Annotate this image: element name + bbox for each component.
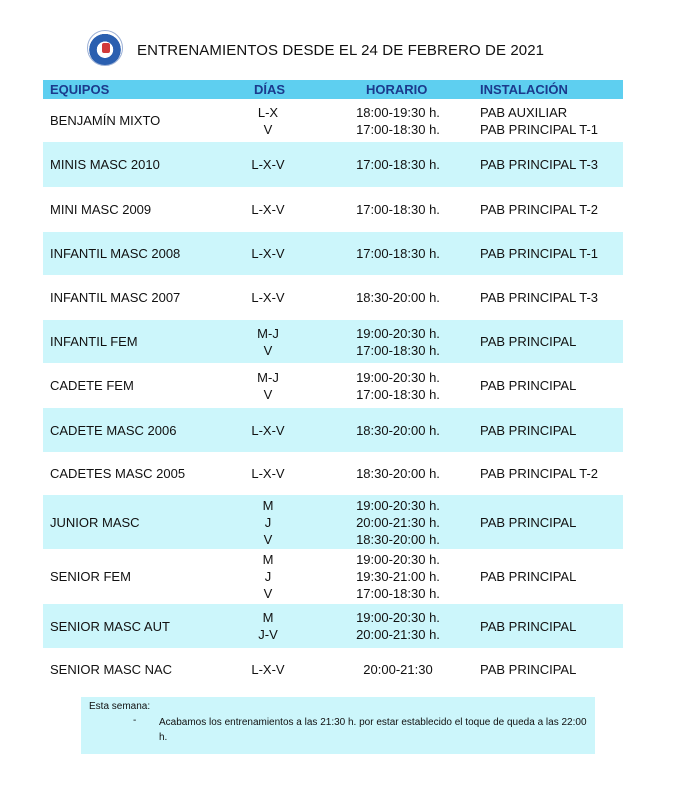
team-name: INFANTIL FEM (50, 334, 138, 349)
venue-cell (480, 187, 598, 232)
training-hours-cell (343, 275, 453, 320)
training-hours-cell (343, 363, 453, 408)
team-name: SENIOR MASC NAC (50, 662, 173, 677)
venue: PAB PRINCIPAL (480, 514, 577, 530)
table-row (43, 495, 623, 549)
training-hours-cell (343, 495, 453, 549)
venue-cell (480, 604, 576, 648)
training-days-cell (243, 363, 293, 408)
team-name: SENIOR FEM (50, 569, 131, 584)
training-days-cell (243, 408, 293, 452)
training-days: J (264, 569, 272, 584)
team-name: SENIOR MASC AUT (50, 618, 170, 634)
training-hours: 19:00-20:30 h. (356, 610, 440, 625)
training-days: L-X (257, 104, 279, 120)
table-row (43, 648, 623, 691)
venue: PAB PRINCIPAL T-3 (480, 290, 599, 305)
note-text: Acabamos los entrenamientos a las 21:30 h. por estar establecido el toque de queda a las 22:00 h. (159, 717, 587, 743)
training-days: L-X-V (251, 157, 285, 172)
table-row (43, 320, 623, 363)
training-hours-cell (343, 99, 453, 142)
header-equipos: EQUIPOS (50, 82, 110, 97)
venue-cell (480, 648, 576, 691)
table-row (43, 142, 623, 187)
venue-cell (480, 363, 576, 408)
training-days: L-X-V (251, 290, 285, 305)
training-days-cell (243, 452, 293, 495)
venue: PAB PRINCIPAL (480, 422, 577, 438)
venue-cell (480, 232, 598, 275)
training-hours-cell (343, 604, 453, 648)
table-row (43, 452, 623, 495)
venue: PAB PRINCIPAL T-2 (480, 466, 599, 481)
venue-cell (480, 275, 598, 320)
training-days-cell (243, 495, 293, 549)
venue: PAB PRINCIPAL (480, 569, 577, 584)
training-hours-cell (343, 187, 453, 232)
training-hours-cell (343, 320, 453, 363)
training-days-cell (243, 187, 293, 232)
note-label: Esta semana: (89, 701, 151, 712)
training-hours-cell (343, 648, 453, 691)
training-hours: 17:00-18:30 h. (356, 586, 440, 601)
club-logo (87, 30, 123, 66)
team-name: INFANTIL MASC 2008 (50, 246, 181, 261)
training-hours-cell (343, 549, 453, 604)
venue: PAB PRINCIPAL (480, 662, 577, 677)
venue: PAB PRINCIPAL (480, 618, 577, 634)
table-row (43, 363, 623, 408)
team-name: CADETE FEM (50, 378, 134, 393)
training-hours: 17:00-18:30 h. (356, 202, 440, 217)
training-hours: 19:00-20:30 h. (356, 369, 440, 385)
training-days-cell (243, 142, 293, 187)
venue-cell (480, 495, 576, 549)
venue: PAB AUXILIAR (480, 104, 568, 120)
training-hours: 20:00-21:30 h. (356, 514, 440, 530)
training-days: M (262, 497, 274, 513)
table-row (43, 99, 623, 142)
table-header (43, 80, 623, 99)
training-days: L-X-V (251, 422, 285, 438)
team-name: MINIS MASC 2010 (50, 157, 160, 172)
training-days-cell (243, 549, 293, 604)
logo-emblem-icon (102, 43, 110, 53)
training-hours: 17:00-18:30 h. (356, 246, 440, 261)
training-days: L-X-V (251, 202, 285, 217)
table-row (43, 275, 623, 320)
training-days: M (262, 552, 274, 567)
note-box (81, 697, 595, 754)
table-row (43, 187, 623, 232)
training-days-cell (243, 275, 293, 320)
training-hours: 20:00-21:30 h. (356, 627, 440, 642)
venue: PAB PRINCIPAL (480, 378, 577, 393)
header-horario: HORARIO (366, 82, 428, 97)
note-bullet: - (133, 715, 137, 726)
page-title: ENTRENAMIENTOS DESDE EL 24 DE FEBRERO DE 2021 (137, 42, 545, 59)
table-row (43, 549, 623, 604)
venue-cell (480, 320, 576, 363)
training-hours: 18:30-20:00 h. (356, 422, 440, 438)
training-days: V (263, 531, 273, 547)
training-hours: 18:30-20:00 h. (356, 466, 440, 481)
training-hours: 18:00-19:30 h. (356, 104, 440, 120)
training-days: L-X-V (251, 466, 285, 481)
training-days: V (263, 386, 273, 402)
training-hours: 19:00-20:30 h. (356, 552, 440, 567)
training-days: V (263, 586, 273, 601)
training-hours-cell (343, 408, 453, 452)
training-days-cell (243, 648, 293, 691)
venue: PAB PRINCIPAL T-3 (480, 157, 599, 172)
training-days: L-X-V (251, 662, 285, 677)
venue-cell (480, 142, 598, 187)
training-days-cell (243, 232, 293, 275)
table-row (43, 232, 623, 275)
venue-cell (480, 408, 576, 452)
team-name: CADETE MASC 2006 (50, 422, 177, 438)
training-days: M-J (257, 369, 279, 385)
training-days: V (263, 121, 273, 137)
venue: PAB PRINCIPAL T-1 (480, 121, 599, 137)
team-name: BENJAMÍN MIXTO (50, 113, 161, 128)
table-row (43, 604, 623, 648)
team-name: INFANTIL MASC 2007 (50, 290, 181, 305)
training-hours: 18:30-20:00 h. (356, 290, 440, 305)
training-hours: 20:00-21:30 (363, 662, 433, 677)
training-hours-cell (343, 232, 453, 275)
training-days-cell (243, 320, 293, 363)
training-days: V (263, 342, 273, 358)
training-hours: 19:00-20:30 h. (356, 497, 440, 513)
training-days: M (262, 610, 274, 625)
venue: PAB PRINCIPAL T-1 (480, 246, 599, 261)
training-hours: 17:00-18:30 h. (356, 342, 440, 358)
training-hours: 17:00-18:30 h. (356, 121, 440, 137)
training-days: L-X-V (251, 246, 285, 261)
venue: PAB PRINCIPAL (480, 334, 577, 349)
training-hours-cell (343, 142, 453, 187)
training-hours: 18:30-20:00 h. (356, 531, 440, 547)
header-instalacion: INSTALACIÓN (480, 82, 568, 97)
venue-cell (480, 99, 598, 142)
table-row (43, 408, 623, 452)
training-days-cell (243, 99, 293, 142)
training-days: M-J (257, 325, 279, 341)
training-hours: 17:00-18:30 h. (356, 386, 440, 402)
venue: PAB PRINCIPAL T-2 (480, 202, 599, 217)
team-name: CADETES MASC 2005 (50, 466, 186, 481)
team-name: JUNIOR MASC (50, 514, 140, 530)
training-days: J (264, 514, 272, 530)
header-dias: DÍAS (254, 82, 286, 97)
training-days-cell (243, 604, 293, 648)
header (87, 28, 123, 68)
team-name: MINI MASC 2009 (50, 202, 152, 217)
training-hours-cell (343, 452, 453, 495)
venue-cell (480, 452, 598, 495)
training-hours: 17:00-18:30 h. (356, 157, 440, 172)
training-hours: 19:00-20:30 h. (356, 325, 440, 341)
training-days: J-V (258, 627, 278, 642)
training-hours: 19:30-21:00 h. (356, 569, 440, 584)
venue-cell (480, 549, 576, 604)
